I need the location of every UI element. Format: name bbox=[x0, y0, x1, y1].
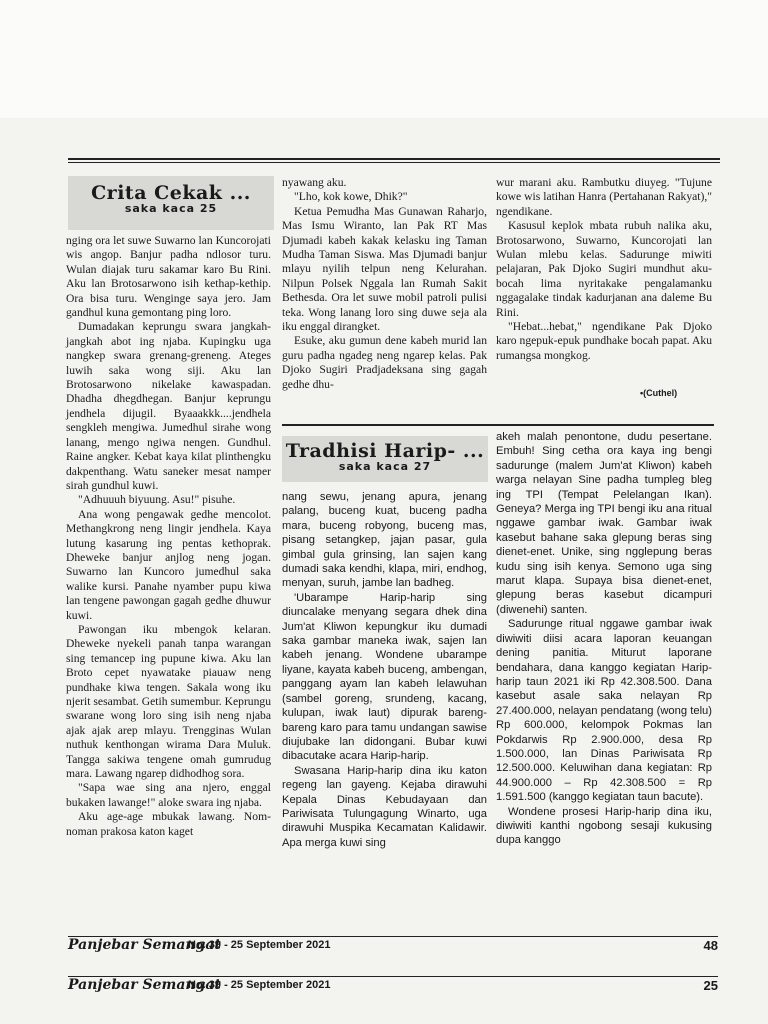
paragraph: Wondene prosesi Harip-harip dina iku, diwiwiti kanthi ngobong sesaji kukusing dupa kanggo bbox=[496, 805, 712, 847]
paragraph: Kasusul keplok mbata rubuh nalika aku, Brotosarwono, Suwarno, Kuncorojati lan Wulan mlebu kelas. Sadurunge miwiti pelajaran, Pak Djoko Sugiri mundhut aku-bocah lima nyritakake pengalamanku nggagalake tindak kadurjanan ana daleme Bu Rini. bbox=[496, 219, 712, 319]
section-rule bbox=[282, 424, 714, 426]
page-number: 25 bbox=[703, 978, 718, 993]
page-footer-48 bbox=[68, 936, 718, 961]
page-number: 48 bbox=[703, 938, 718, 953]
page-footer-25 bbox=[68, 976, 718, 1001]
paragraph: akeh malah penontone, dudu pesertane. Embuh! Sing cetha ora kaya ing bengi sadurunge (malem Jum'at Kliwon) kabeh warga nelayan Sine padha tumpleg bleg ing TPI (Tempat Pelelangan Ikan). Geneya? Merga ing TPI bengi iku ana ritual nggawe gambar iwak. Gambar iwak kasebut bahane saka glepung beras sing dienet-enet. Unike, sing ngglepung beras kudu sing isih kenya. Semono uga sing marut klapa. Supaya bisa dienet-enet, glepung beras kasebut dicampuri (diwenehi) santen. bbox=[496, 431, 712, 616]
paragraph: "Hebat...hebat," ngendikane Pak Djoko karo ngepuk-epuk pundhake bocah papat. Aku rumangsa mongkog. bbox=[496, 320, 712, 362]
story1-author: •(Cuthel) bbox=[640, 388, 678, 398]
story1-title-box bbox=[68, 176, 274, 230]
paragraph: Dumadakan keprungu swara jangkah-jangkah abot ing njaba. Kupingku uga nangkep swara grenang-greneng. Ateges luwih saka wong siji. Aku lan Brotosarwono nikelake kawaspadan. Dhadha dhegdhegan. Banjur keprungu jendhela dijugil. Byaaakkk....jendhela sengkleh mengiwa. Jumedhul sirahe wong lanang, mengo ngiwa nengen. Gundhul. Raine angker. Kebat kaya kilat plinthengku dakpenthang. Watu saneker mesat namper sirah gundhul kuwi. bbox=[66, 320, 271, 492]
paragraph: "Adhuuuh biyuung. Asu!" pisuhe. bbox=[78, 493, 236, 507]
paragraph: Ketua Pemudha Mas Gunawan Raharjo, Mas Ismu Wiranto, lan Pak RT Mas Djumadi kabeh kakak kelasku ing Taman Mudha Taman Siswa. Mas Djumadi banjur mlayu nyilih telpun neng Kelurahan. Nilpun Polsek Nggala lan Rumah Sakit Bethesda. Ora let suwe mobil patroli pulisi teka. Wong lanang loro sing duwe seja ala iku enggal dirangket. bbox=[282, 204, 487, 334]
paragraph: nang sewu, jenang apura, jenang palang, buceng kuat, buceng padha mara, buceng robyong, buceng mas, pisang setangkep, jajan pasar, gula gimbal gula grinsing, lan sajen kang dumadi saka kendhi, klapa, miri, endhog, menyan, suruh, jambe lan badheg. bbox=[282, 491, 487, 590]
story1-column-b bbox=[282, 176, 487, 392]
paragraph: "Sapa wae sing ana njero, enggal bukaken lawange!" aloke swara ing njaba. bbox=[66, 781, 271, 809]
top-rule bbox=[68, 158, 720, 163]
story2-title-box bbox=[282, 436, 488, 482]
paragraph: nyawang aku. bbox=[282, 176, 347, 189]
story1-title: Crita Cekak ... bbox=[91, 182, 251, 204]
paragraph: nging ora let suwe Suwarno lan Kuncorojati wis angop. Banjur padha ndlosor turu. Wulan diajak turu sakamar karo Bu Rini. Aku lan Brotosarwono isih kethap-kethip. Ora bisa turu. Wenginge saya jero. Jam gandhul kuna gemontang ping loro. bbox=[66, 234, 271, 320]
story2-column-c bbox=[496, 430, 712, 848]
issue-info: No. 39 - 25 September 2021 bbox=[188, 979, 331, 991]
paragraph: "Lho, kok kowe, Dhik?" bbox=[294, 190, 408, 204]
magazine-brand: Panjebar Semangat bbox=[68, 937, 221, 953]
paragraph: Esuke, aku gumun dene kabeh murid lan guru padha ngadeg neng ngarep kelas. Pak Djoko Sugiri Pradjadeksana sing gagah gedhe dhu- bbox=[282, 334, 487, 391]
story2-title: Tradhisi Harip- ... bbox=[285, 440, 485, 462]
paragraph: Sadurunge ritual nggawe gambar iwak diwiwiti diisi acara laporan keuangan dening panitia. Miturut laporane bendahara, dana kanggo kegiatan Harip-harip taun 2021 iki Rp 42.308.500. Dana kasebut asale saka nelayan Rp 27.400.000, nelayan pendatang (wong telu) Rp 600.000, kelompok Pokmas lan Pokdarwis Rp 2.900.000, desa Rp 1.500.000, lan Dinas Pariwisata Rp 12.500.000. Keluwihan dana kegiatan: Rp 44.900.000 – Rp 42.308.500 = Rp 1.591.500 (kanggo kegiatan taun bacute). bbox=[496, 618, 712, 804]
paragraph: Aku age-age mbukak lawang. Nom-noman prakosa katon kaget bbox=[66, 810, 271, 838]
story1-subtitle: saka kaca 25 bbox=[124, 202, 218, 215]
paragraph: Pawongan iku mbengok kelaran. Dheweke nyekeli panah tanpa warangan sing temancep ing pupune kiwa. Aku lan Broto cepet nyawatake piauaw neng pundhake kiwa tengen. Sakala wong iku njerit sesambat. Getih sumembur. Keprungu swarane wong loro sing isih neng njaba ajak ajak arep mlayu. Trengginas Wulan nuthuk kenthongan wirama Dara Muluk. Tangga sakiwa tengene omah gumrudug mara. Lawang ngarep didhodhog sora. bbox=[66, 622, 271, 781]
paragraph: wur marani aku. Rambutku diuyeg. "Tujune kowe wis latihan Hanra (Pertahanan Rakyat)," ngendikane. bbox=[496, 176, 712, 218]
story1-column-a bbox=[66, 234, 271, 839]
story2-subtitle: saka kaca 27 bbox=[338, 460, 432, 473]
paragraph: Ana wong pengawak gedhe mencolot. Methangkrong neng lingir jendhela. Kaya lutung kasarung ing pentas kethoprak. Dheweke banjur anjlog neng jogan. Suwarno lan Kuncoro jumedhul saka walike kursi. Panahe nyamber pupu kiwa lan tengene pawongan gagah gedhe dhuwur kuwi. bbox=[66, 507, 271, 622]
magazine-brand: Panjebar Semangat bbox=[68, 977, 221, 993]
story1-column-c bbox=[496, 176, 712, 363]
issue-info: No. 39 - 25 September 2021 bbox=[188, 939, 331, 951]
story2-column-b bbox=[282, 490, 487, 850]
paragraph: Swasana Harip-harip dina iku katon regeng lan gayeng. Kejaba dirawuhi Kepala Dinas Kebudayaan dan Pariwisata Tulungagung Winarto, uga dirawuhi Muspika Kecamatan Kalidawir. Apa merga kuwi sing bbox=[282, 764, 487, 849]
paragraph: 'Ubarampe Harip-harip sing diuncalake menyang segara dhek dina Jum'at Kliwon kepungkur iku dumadi saka gambar maneka iwak, sajen lan kabeh jenang. Wondene ubarampe liyane, kayata kabeh buceng, ambengan, panggang ayam lan kabeh lelawuhan (sambel goreng, srundeng, kacang, kulupan, iwak laut) dipurak bareng-bareng karo para tamu undangan sawise diujubake lan didongani. Bubar kuwi dibacutake acara Harip-harip. bbox=[282, 591, 487, 763]
